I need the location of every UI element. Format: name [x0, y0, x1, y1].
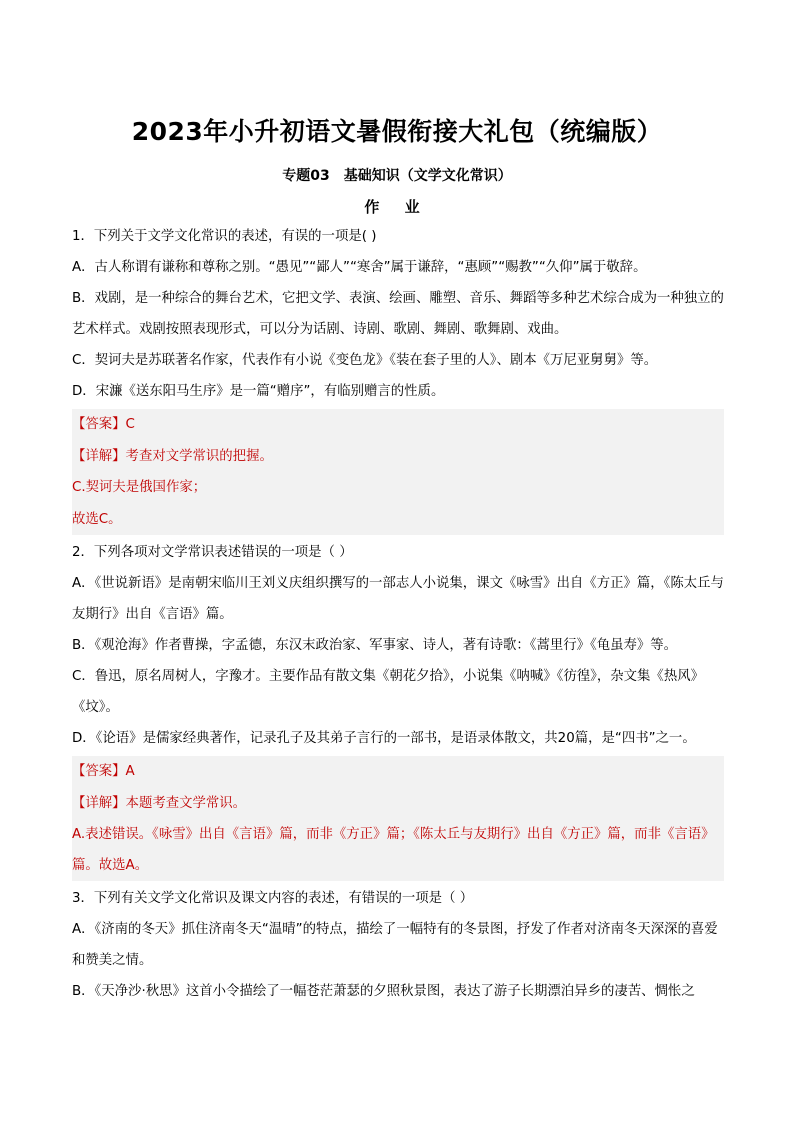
document-subtitle	[0, 165, 794, 185]
question-1-answer: 【答案】C	[72, 417, 135, 432]
question-2-detail-1: 【详解】本题考查文学常识。	[72, 795, 247, 811]
question-2-option-a: A．《世说新语》是南朝宋临川王刘义庆组织撰写的一部志人小说集，课文《咏雪》出自《方正》篇，《陈太丘与友期行》出自《言语》篇。	[72, 576, 724, 622]
question-2-option-b: B．《观沧海》作者曹操，字孟德，东汉末政治家、军事家、诗人，著有诗歌：《蒿里行》《龟虽寿》等。	[72, 638, 678, 653]
question-1-detail-3: 故选C。	[72, 511, 122, 527]
question-3-stem: 3．下列有关文学文化常识及课文内容的表述，有错误的一项是（ ）	[72, 891, 474, 906]
question-2-answer-box	[72, 756, 724, 881]
document-title: 2023年小升初语文暑假衔接大礼包（统编版）	[131, 117, 663, 146]
question-1-option-a: A．古人称谓有谦称和尊称之别。“愚见”“鄙人”“寒舍”属于谦辞，“惠顾”“赐教”“久仰”属于敬辞。	[72, 260, 647, 275]
homework-heading: 作 业	[364, 198, 430, 216]
topic-name: 基础知识（文学文化常识）	[343, 168, 512, 184]
question-2-detail-2: A.表述错误。《咏雪》出自《言语》篇，而非《方正》篇；《陈太丘与友期行》出自《方正》篇，而非《言语》篇。故选A。	[72, 827, 715, 873]
question-1-detail-2: C.契诃夫是俄国作家；	[72, 480, 207, 495]
question-1-stem: 1．下列关于文学文化常识的表述，有误的一项是( )	[72, 229, 377, 244]
question-1-answer-box	[72, 409, 724, 535]
question-1-option-c: C．契诃夫是苏联著名作家，代表作有小说《变色龙》《装在套子里的人》、剧本《万尼亚舅舅》等。	[72, 353, 658, 368]
question-2-option-d: D．《论语》是儒家经典著作，记录孔子及其弟子言行的一部书，是语录体散文，共20篇，是“四书”之一。	[72, 731, 696, 746]
topic-number: 专题03	[282, 168, 330, 184]
question-1-option-d: D．宋濂《送东阳马生序》是一篇“赠序”，有临别赠言的性质。	[72, 384, 445, 399]
question-3-option-b: B．《天净沙·秋思》这首小令描绘了一幅苍茫萧瑟的夕照秋景图，表达了游子长期漂泊异乡的凄苦、惆怅之	[72, 984, 695, 999]
question-1-option-b: B．戏剧，是一种综合的舞台艺术，它把文学、表演、绘画、雕塑、音乐、舞蹈等多种艺术综合成为一种独立的艺术样式。戏剧按照表现形式，可以分为话剧、诗剧、歌剧、舞剧、歌舞剧、戏曲。	[72, 291, 724, 337]
question-2-answer: 【答案】A	[72, 764, 135, 779]
question-1-detail-1: 【详解】考查对文学常识的把握。	[72, 448, 273, 464]
question-2-option-c: C．鲁迅，原名周树人，字豫才。主要作品有散文集《朝花夕拾》，小说集《呐喊》《彷徨》，杂文集《热风》《坟》。	[72, 669, 704, 715]
questions-content	[72, 221, 724, 1007]
question-2-stem: 2．下列各项对文学常识表述错误的一项是（ ）	[72, 545, 353, 560]
question-3-option-a: A．《济南的冬天》抓住济南冬天“温晴”的特点，描绘了一幅特有的冬景图，抒发了作者对济南冬天深深的喜爱和赞美之情。	[72, 922, 718, 968]
